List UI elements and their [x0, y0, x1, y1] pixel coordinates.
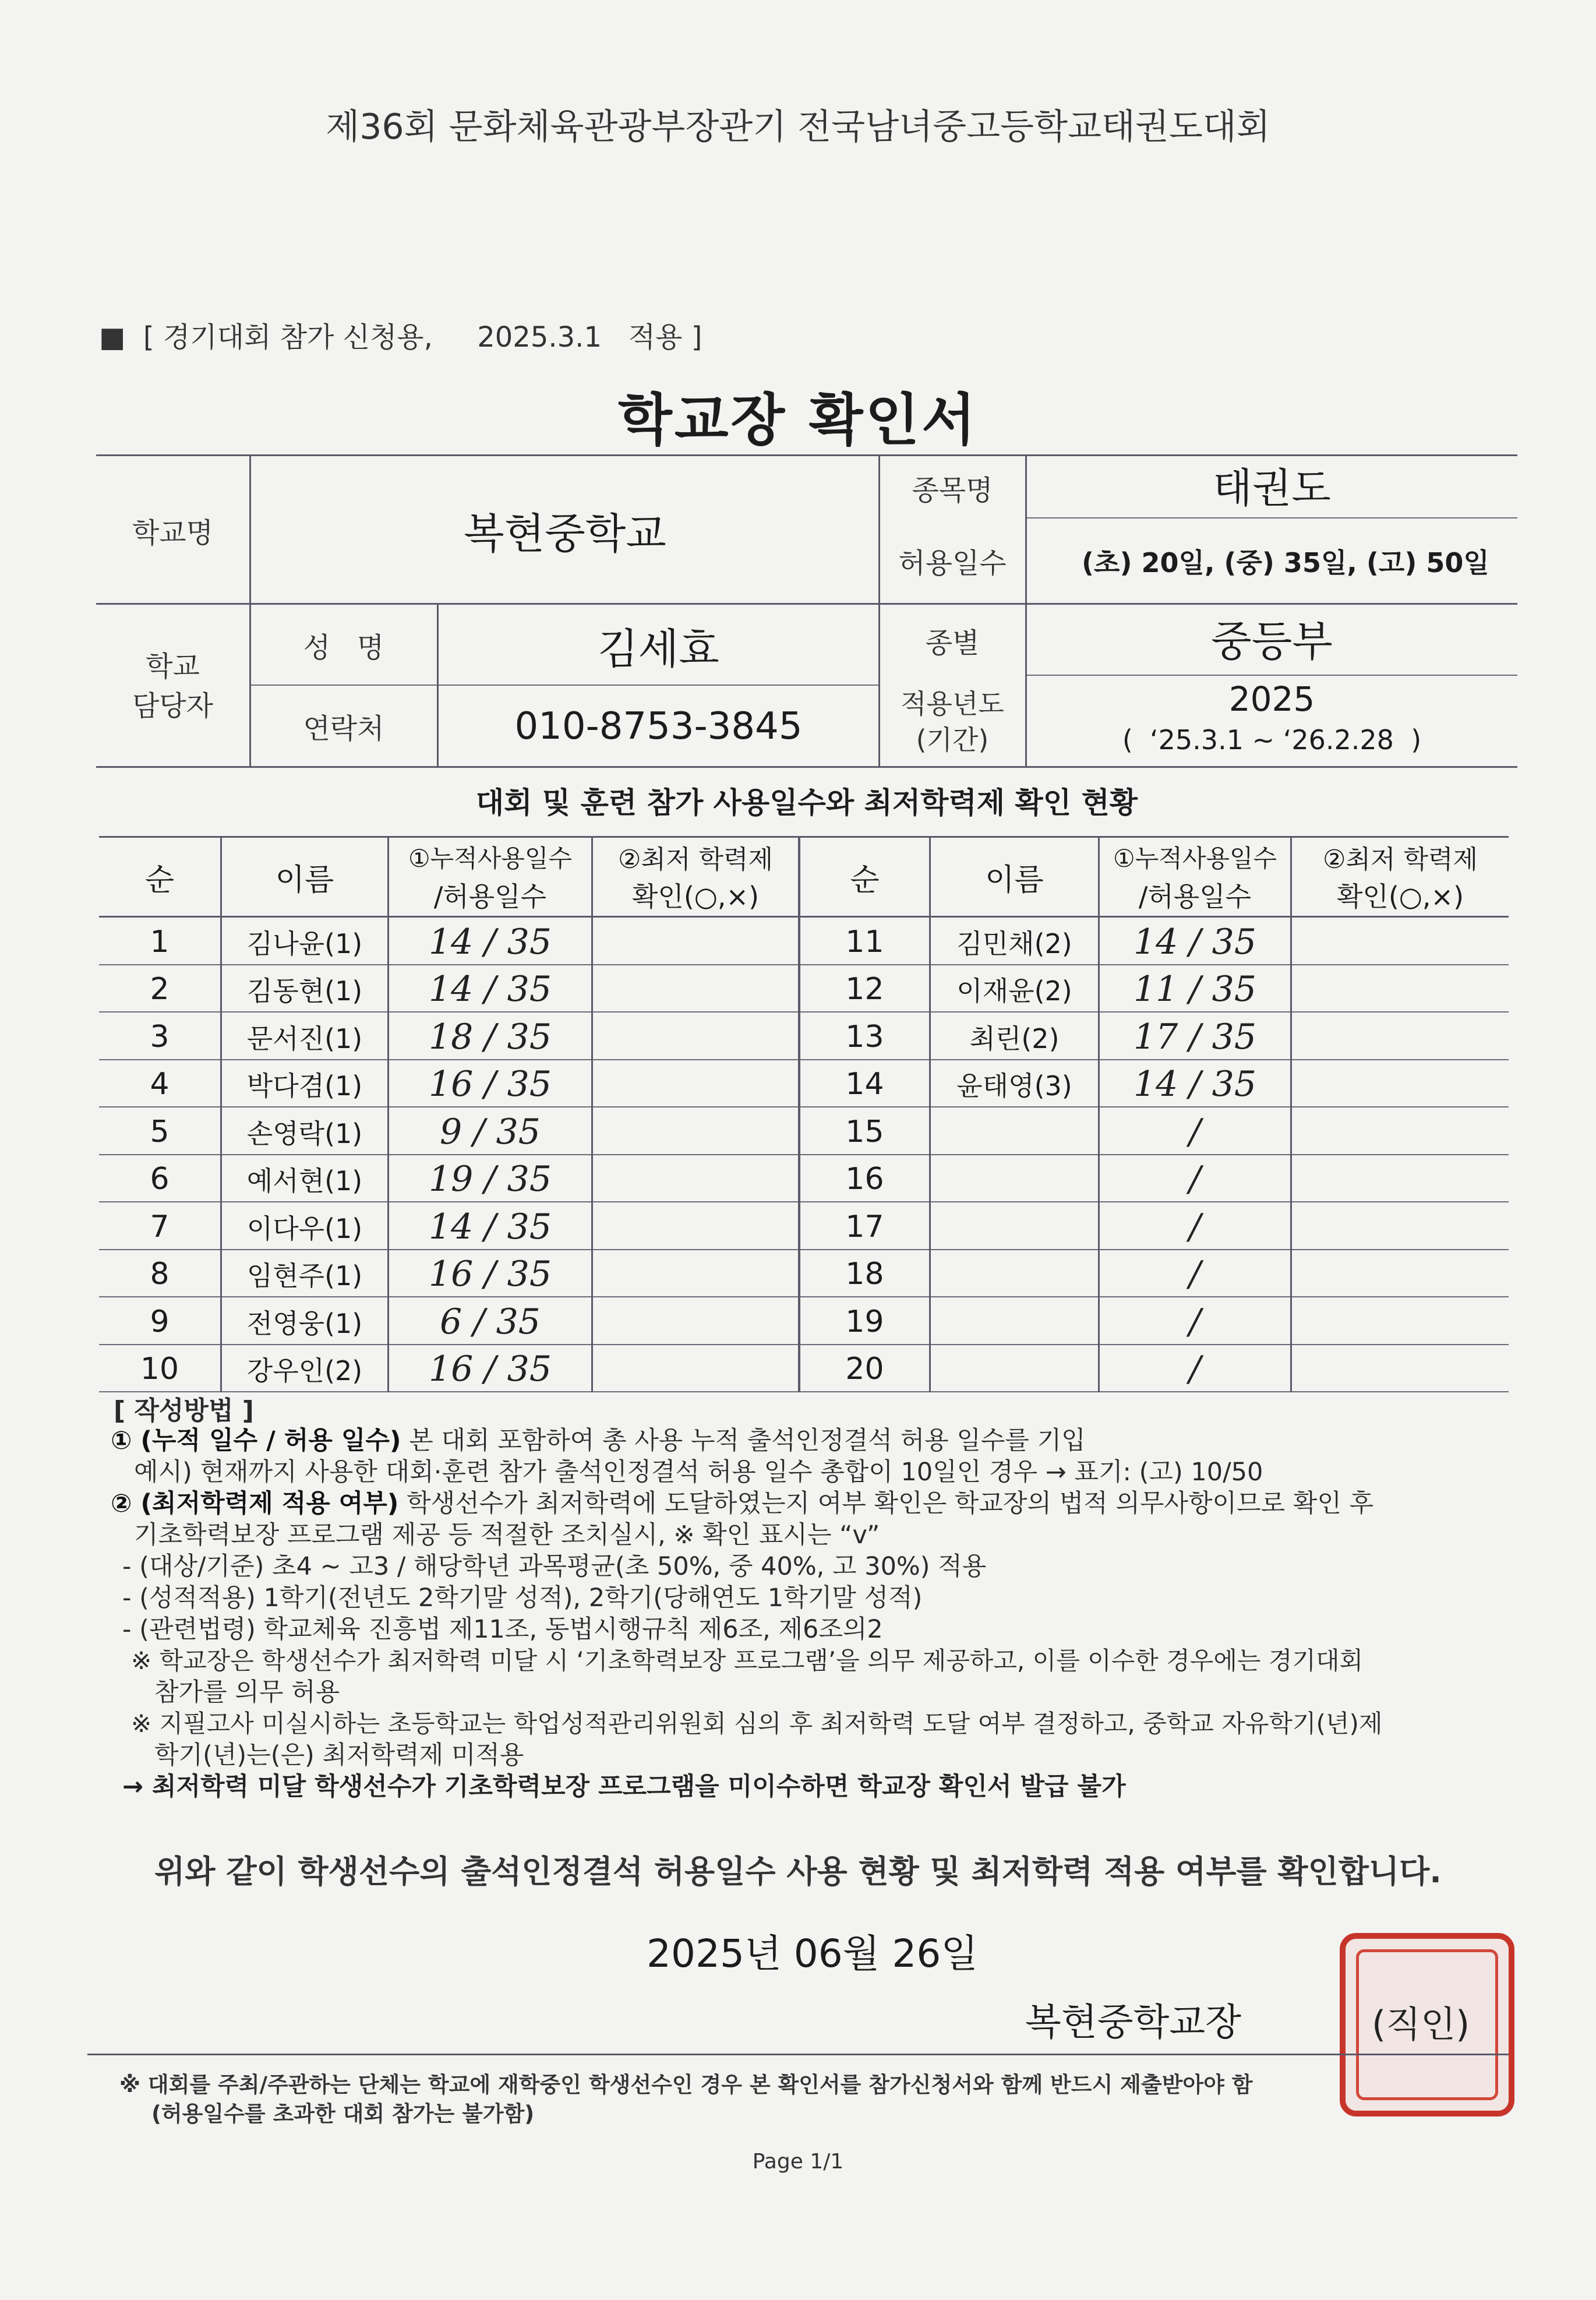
event-value: 태권도	[1213, 464, 1331, 512]
days-used: 19 / 35	[428, 1159, 552, 1200]
issue-date: 2025년 06월 26일	[647, 1931, 979, 1976]
row-number: 6	[150, 1162, 170, 1197]
days-used: 14 / 35	[428, 1206, 552, 1247]
seal-mark: (직인)	[1372, 2003, 1470, 2045]
row-number: 14	[845, 1067, 884, 1102]
row-number: 10	[140, 1352, 179, 1387]
row-number: 18	[845, 1257, 884, 1292]
min-academic-check-cell	[593, 1063, 798, 1107]
confirmation-text: 위와 같이 학생선수의 출석인정결석 허용일수 사용 현황 및 최저학력 적용 여부를 확인합니다.	[154, 1853, 1442, 1890]
days-used: /	[1189, 1159, 1201, 1200]
student-name: 김민채(2)	[956, 927, 1072, 959]
student-name: 이다우(1)	[246, 1212, 363, 1244]
year-label: 적용년도 (기간)	[901, 687, 1004, 756]
days-used: 18 / 35	[428, 1016, 552, 1057]
min-academic-check-cell	[593, 1300, 798, 1344]
table-header-border	[99, 916, 1509, 918]
row-number: 9	[150, 1304, 170, 1339]
instruction-line-11: 학기(년)는(은) 최저학력제 미적용	[154, 1741, 524, 1770]
row-number: 8	[150, 1257, 170, 1292]
instruction-line-4: 기초학력보장 프로그램 제공 등 적절한 조치실시, ※ 확인 표시는 “v”	[134, 1521, 880, 1550]
student-name: 예서현(1)	[246, 1165, 363, 1197]
row-number: 12	[845, 972, 884, 1007]
min-academic-check-cell	[593, 1015, 798, 1059]
days-used: /	[1189, 1206, 1201, 1247]
manager-name: 김세효	[598, 624, 719, 673]
row-number: 7	[150, 1209, 170, 1244]
days-used: 6 / 35	[440, 1301, 541, 1342]
student-name: 김동현(1)	[246, 975, 363, 1007]
min-academic-check-cell	[593, 1110, 798, 1154]
student-name: 손영락(1)	[246, 1117, 363, 1149]
footer-line	[87, 2054, 1509, 2055]
instruction-line-3	[111, 1488, 1373, 1519]
header-days-1-right: ①누적사용일수	[1113, 844, 1277, 873]
row-number: 11	[845, 924, 884, 959]
header-days-2: /허용일수	[433, 881, 547, 912]
days-used: /	[1189, 1301, 1201, 1342]
row-number: 2	[150, 972, 170, 1007]
instruction-line-7: - (관련법령) 학교체육 진흥법 제11조, 동법시행규칙 제6조, 제6조의2	[122, 1615, 883, 1644]
instruction-line-8: ※ 학교장은 학생선수가 최저학력 미달 시 ‘기초학력보장 프로그램’을 의무 제공하고, 이를 이수한 경우에는 경기대회	[131, 1646, 1364, 1675]
min-academic-check-cell	[1292, 1253, 1509, 1297]
min-academic-check-cell	[593, 1158, 798, 1202]
student-name	[931, 1205, 1098, 1249]
school-label: 학교명	[132, 516, 214, 549]
row-divider	[99, 1059, 1509, 1060]
min-academic-check-cell	[1292, 1110, 1509, 1154]
row-divider	[99, 1296, 1509, 1297]
row-number: 16	[845, 1162, 884, 1197]
header-no-right: 순	[850, 862, 880, 898]
footer-note-2: (허용일수를 초과한 대회 참가는 불가함)	[151, 2101, 535, 2126]
category-label: 종별	[925, 626, 980, 659]
student-name: 김나윤(1)	[246, 927, 363, 959]
row-divider	[99, 1249, 1509, 1250]
row-divider	[99, 1011, 1509, 1013]
header-name-right: 이름	[985, 862, 1044, 898]
min-academic-check-cell	[1292, 1158, 1509, 1202]
row-divider	[99, 1154, 1509, 1155]
student-name	[931, 1158, 1098, 1202]
instruction-line-6: - (성적적용) 1학기(전년도 2학기말 성적), 2학기(당해연도 1학기말 성적)	[122, 1583, 923, 1613]
row-number: 13	[845, 1019, 884, 1054]
min-academic-check-cell	[1292, 1300, 1509, 1344]
header-days-1: ①누적사용일수	[408, 844, 573, 873]
days-used: 14 / 35	[1133, 1064, 1257, 1105]
student-name: 문서진(1)	[246, 1022, 363, 1054]
student-name: 이재윤(2)	[956, 975, 1072, 1007]
year-value: 2025	[1228, 679, 1315, 719]
days-used: 16 / 35	[428, 1064, 552, 1105]
info-bottom-border	[96, 766, 1517, 768]
instruction-1-text: 본 대회 포함하여 총 사용 누적 출석인정결석 허용 일수를 기입	[401, 1426, 1086, 1455]
row-number: 20	[845, 1352, 884, 1387]
header-check-1-right: ②최저 학력제	[1323, 845, 1478, 874]
min-academic-check-cell	[593, 1253, 798, 1297]
days-used: 16 / 35	[428, 1349, 552, 1390]
header-name: 이름	[275, 862, 334, 898]
days-used: 14 / 35	[1133, 921, 1257, 962]
days-used: 14 / 35	[428, 921, 552, 962]
header-check-1: ②최저 학력제	[618, 845, 773, 874]
min-academic-check-cell	[593, 920, 798, 964]
student-name	[931, 1110, 1098, 1154]
student-name: 박다겸(1)	[246, 1070, 363, 1102]
instruction-1-key: ① (누적 일수 / 허용 일수)	[111, 1426, 401, 1455]
student-name: 전영웅(1)	[246, 1307, 363, 1339]
document-title: 학교장 확인서	[618, 387, 978, 453]
student-name: 윤태영(3)	[956, 1070, 1072, 1102]
row-divider	[99, 1391, 1509, 1392]
student-name	[931, 1347, 1098, 1392]
row-divider	[99, 964, 1509, 965]
table-title: 대회 및 훈련 참가 사용일수와 최저학력제 확인 현황	[475, 786, 1138, 820]
form-note: ■ [ 경기대회 참가 신청용, 2025.3.1 적용 ]	[99, 321, 702, 354]
row-number: 17	[845, 1209, 884, 1244]
instruction-line-12: → 최저학력 미달 학생선수가 기초학력보장 프로그램을 미이수하면 학교장 확인서 발급 불가	[122, 1772, 1126, 1801]
min-academic-check-cell	[593, 1347, 798, 1392]
page-label: Page 1/1	[752, 2150, 844, 2174]
allowed-days-label: 허용일수	[898, 547, 1007, 580]
instruction-3-text: 학생선수가 최저학력에 도달하였는지 여부 확인은 학교장의 법적 의무사항이므로 확인 후	[398, 1489, 1374, 1518]
min-academic-check-cell	[1292, 1205, 1509, 1249]
header-no: 순	[144, 862, 175, 898]
contact-label: 연락처	[303, 712, 384, 745]
student-name	[931, 1253, 1098, 1297]
days-used: 9 / 35	[440, 1111, 541, 1152]
days-used: 14 / 35	[428, 969, 552, 1010]
instructions-title: [ 작성방법 ]	[114, 1396, 254, 1426]
contact-value: 010-8753-3845	[514, 704, 803, 748]
footer-note-1: ※ 대회를 주최/주관하는 단체는 학교에 재학중인 학생선수인 경우 본 확인서를 참가신청서와 함께 반드시 제출받아야 함	[119, 2072, 1253, 2097]
allowed-days-value: (초) 20일, (중) 35일, (고) 50일	[1082, 546, 1489, 578]
period-value: ( ‘25.3.1 ~ ‘26.2.28 )	[1122, 724, 1422, 756]
category-value: 중등부	[1211, 617, 1333, 666]
row-divider	[99, 1201, 1509, 1202]
min-academic-check-cell	[1292, 1015, 1509, 1059]
row-number: 19	[845, 1304, 884, 1339]
header-check-2-right: 확인(○,×)	[1336, 881, 1464, 912]
instruction-line-2: 예시) 현재까지 사용한 대회·훈련 참가 출석인정결석 허용 일수 총합이 10일인 경우 → 표기: (고) 10/50	[134, 1458, 1263, 1487]
info-line	[250, 685, 880, 686]
row-divider	[99, 1106, 1509, 1107]
min-academic-check-cell	[593, 1205, 798, 1249]
instruction-3-key: ② (최저학력제 적용 여부)	[111, 1489, 399, 1518]
manager-label: 학교 담당자	[132, 650, 214, 722]
days-used: /	[1189, 1349, 1201, 1390]
min-academic-check-cell	[1292, 920, 1509, 964]
header-days-2-right: /허용일수	[1138, 881, 1252, 912]
student-name: 임현주(1)	[246, 1260, 363, 1292]
min-academic-check-cell	[1292, 1347, 1509, 1392]
days-used: 16 / 35	[428, 1254, 552, 1295]
row-divider	[99, 1344, 1509, 1345]
row-number: 3	[150, 1019, 170, 1054]
instruction-line-1	[111, 1425, 1086, 1456]
min-academic-check-cell	[1292, 968, 1509, 1012]
days-used: /	[1189, 1111, 1201, 1152]
header-check-2: 확인(○,×)	[631, 881, 760, 912]
competition-title: 제36회 문화체육관광부장관기 전국남녀중고등학교태권도대회	[326, 107, 1270, 147]
min-academic-check-cell	[1292, 1063, 1509, 1107]
instruction-line-10: ※ 지필고사 미실시하는 초등학교는 학업성적관리위원회 심의 후 최저학력 도달 여부 결정하고, 중학교 자유학기(년)제	[131, 1709, 1383, 1738]
row-number: 4	[150, 1067, 170, 1102]
event-label: 종목명	[912, 474, 993, 507]
days-used: 11 / 35	[1133, 969, 1257, 1010]
student-name: 강우인(2)	[246, 1355, 363, 1387]
row-number: 1	[150, 924, 170, 959]
row-number: 15	[845, 1114, 884, 1149]
days-used: 17 / 35	[1133, 1016, 1257, 1057]
student-name: 최린(2)	[969, 1022, 1060, 1054]
signer-title: 복현중학교장	[1025, 2001, 1241, 2044]
row-number: 5	[150, 1114, 170, 1149]
school-value: 복현중학교	[464, 509, 666, 558]
student-name	[931, 1300, 1098, 1344]
min-academic-check-cell	[593, 968, 798, 1012]
instruction-line-5: - (대상/기준) 초4 ~ 고3 / 해당학년 과목평균(초 50%, 중 40%, 고 30%) 적용	[122, 1552, 987, 1581]
days-used: /	[1189, 1254, 1201, 1295]
name-label: 성 명	[303, 632, 384, 664]
instruction-line-9: 참가를 의무 허용	[154, 1678, 340, 1707]
